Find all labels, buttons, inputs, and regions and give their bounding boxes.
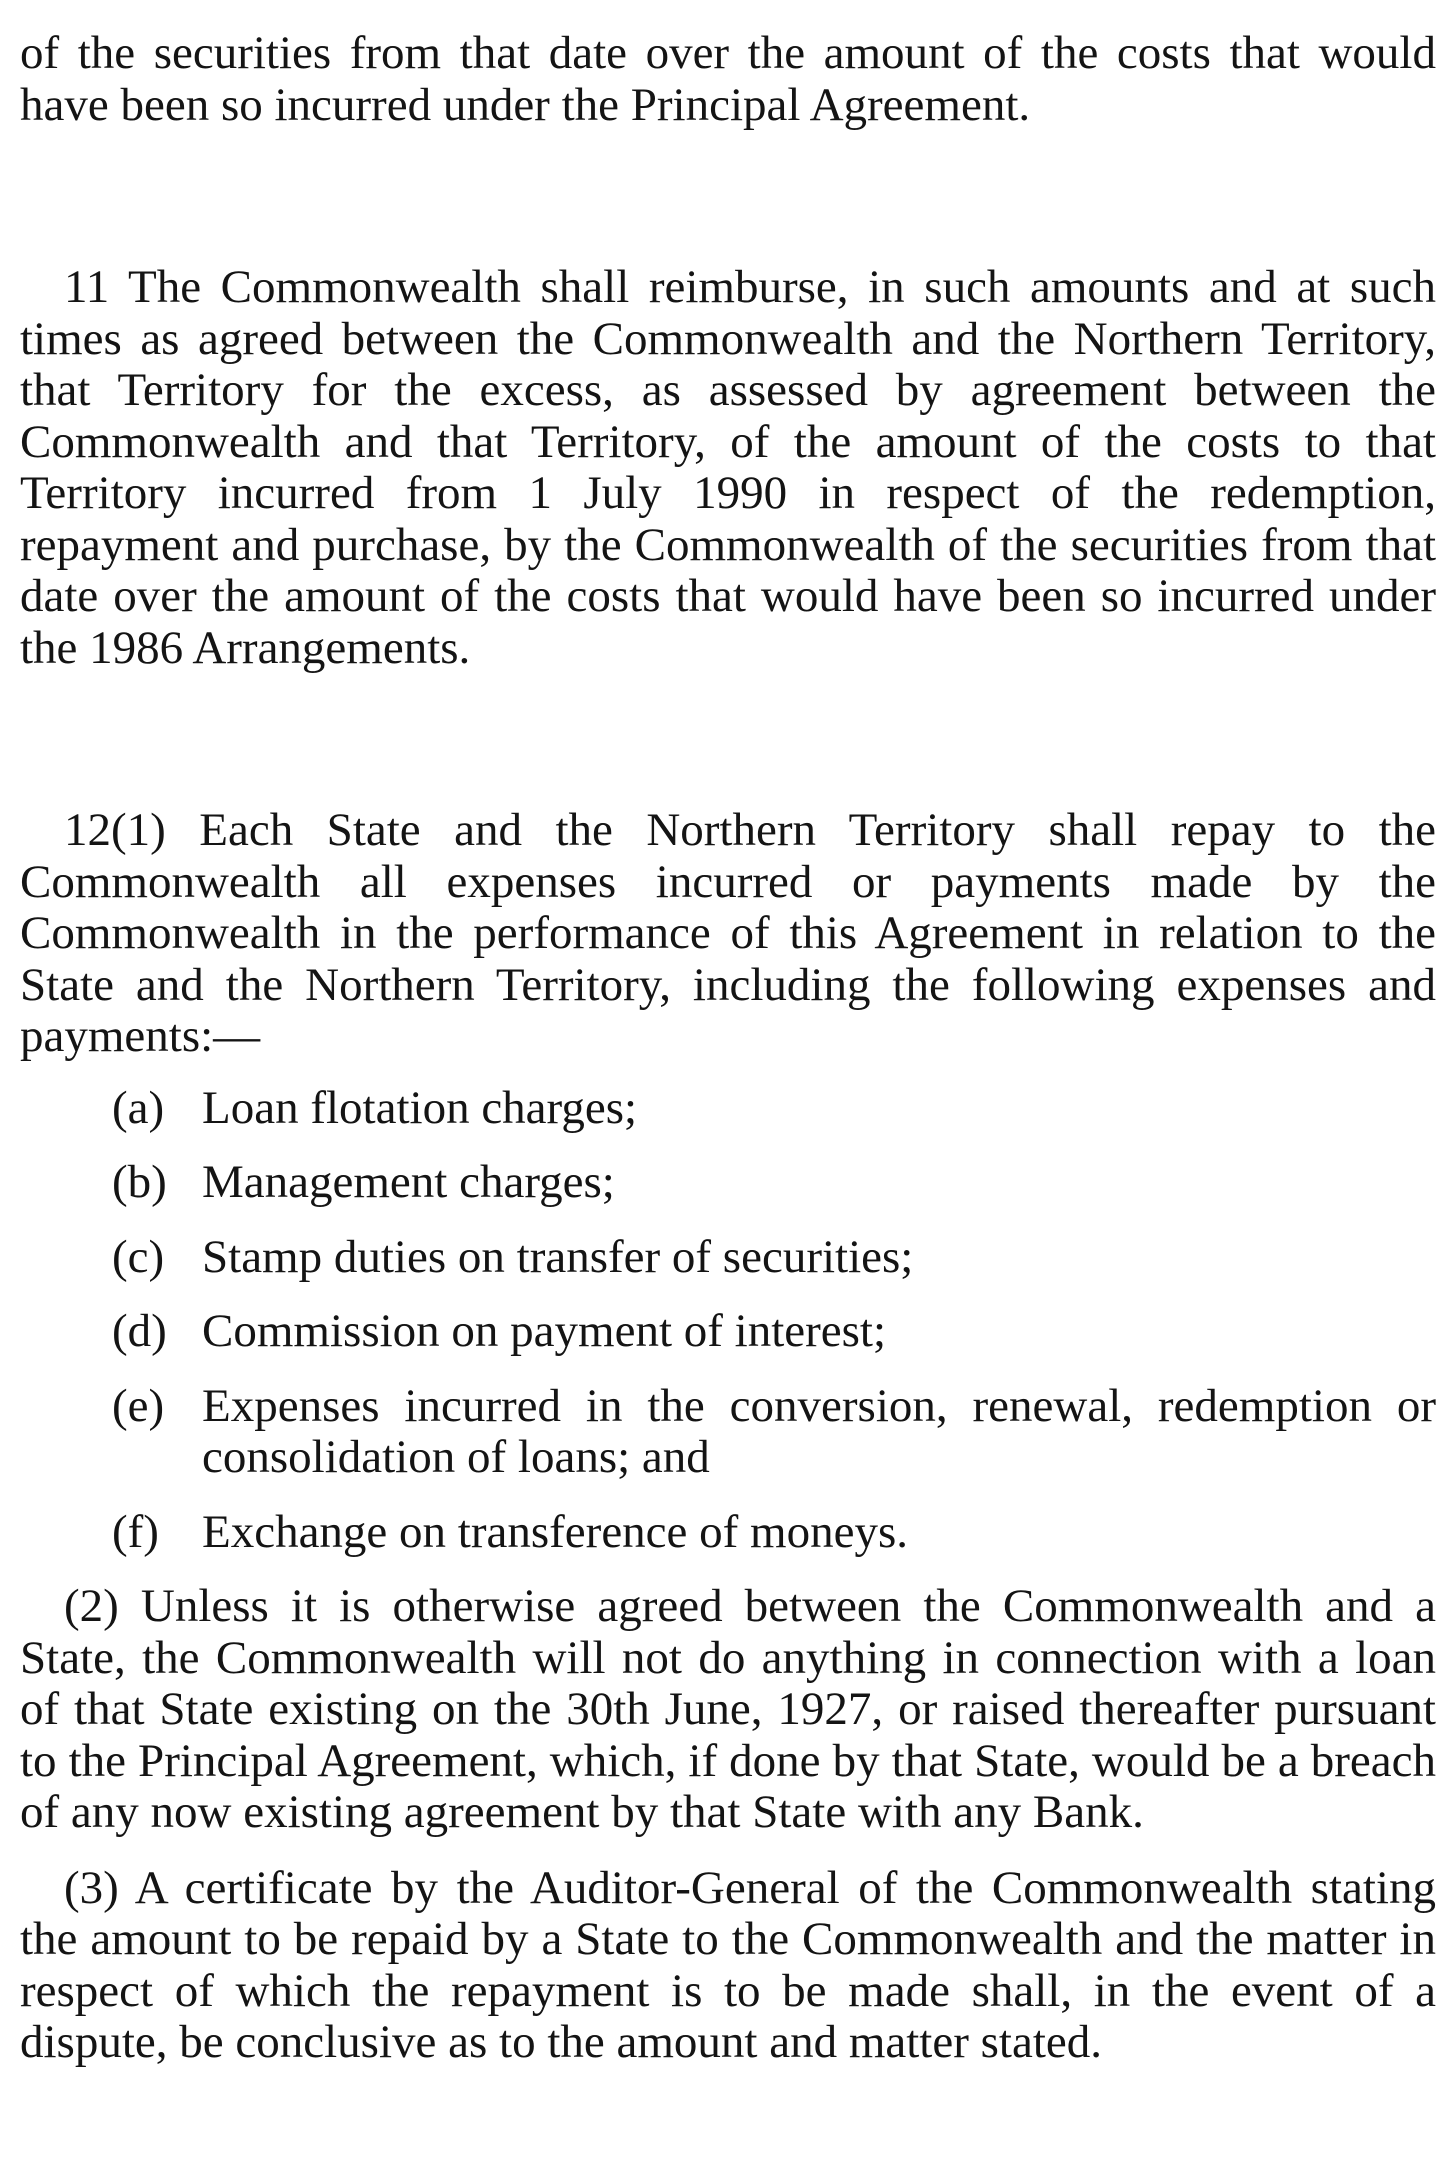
list-item bbox=[20, 1306, 1436, 1358]
clause-12-1-list bbox=[20, 1083, 1436, 1559]
list-item bbox=[20, 1381, 1436, 1484]
list-item-label: (b) bbox=[112, 1156, 167, 1208]
list-item-text: Commission on payment of interest; bbox=[202, 1305, 887, 1357]
clause-12-1-paragraph: 12(1) Each State and the Northern Territory shall repay to the Commonwealth all expenses incurred or payments made by the Commonwealth in the performance of this Agreement in relation to the State and the Northern Territory, including the following expenses and payments:— bbox=[20, 804, 1436, 1062]
list-item-text: Exchange on transference of moneys. bbox=[202, 1505, 909, 1558]
clause-12-3-paragraph: (3) A certificate by the Auditor-General of the Commonwealth stating the amount to be repaid by a State to the Commonwealth and the matter in respect of which the repayment is to be made shall, in the event of a dispute, be conclusive as to the amount and matter stated. bbox=[20, 1861, 1436, 2068]
list-item-label: (f) bbox=[112, 1505, 159, 1558]
document-page bbox=[20, 0, 1436, 2069]
clause-11-paragraph: 11 The Commonwealth shall reimburse, in such amounts and at such times as agreed between the Commonwealth and the Northern Territory, that Territory for the excess, as assessed by agreement between the Commonwealth and that Territory, of the amount of the costs to that Territory incurred from 1 July 1990 in respect of the redemption, repayment and purchase, by the Commonwealth of the securities from that date over the amount of the costs that would have been so incurred under the 1986 Arrangements. bbox=[20, 261, 1436, 674]
list-item-text: Expenses incurred in the conversion, renewal, redemption or consolidation of loans; and bbox=[202, 1379, 1436, 1483]
list-item bbox=[20, 1157, 1436, 1209]
list-item bbox=[20, 1507, 1436, 1559]
list-item bbox=[20, 1232, 1436, 1284]
list-item-label: (c) bbox=[112, 1230, 165, 1283]
list-item-text: Loan flotation charges; bbox=[202, 1081, 638, 1134]
list-item-text: Stamp duties on transfer of securities; bbox=[202, 1230, 914, 1283]
list-item-text: Management charges; bbox=[202, 1156, 615, 1208]
continuation-paragraph: of the securities from that date over the amount of the costs that would have been so incurred under the Principal Agreement. bbox=[20, 27, 1436, 131]
list-item-label: (d) bbox=[112, 1305, 167, 1357]
list-item-label: (e) bbox=[112, 1379, 165, 1432]
clause-12-2-paragraph: (2) Unless it is otherwise agreed between the Commonwealth and a State, the Commonwealth will not do anything in connection with a loan of that State existing on the 30th June, 1927, or raised thereafter pursuant to the Principal Agreement, which, if done by that State, would be a breach of any now existing agreement by that State with any Bank. bbox=[20, 1580, 1436, 1838]
list-item bbox=[20, 1083, 1436, 1135]
list-item-label: (a) bbox=[112, 1081, 165, 1134]
